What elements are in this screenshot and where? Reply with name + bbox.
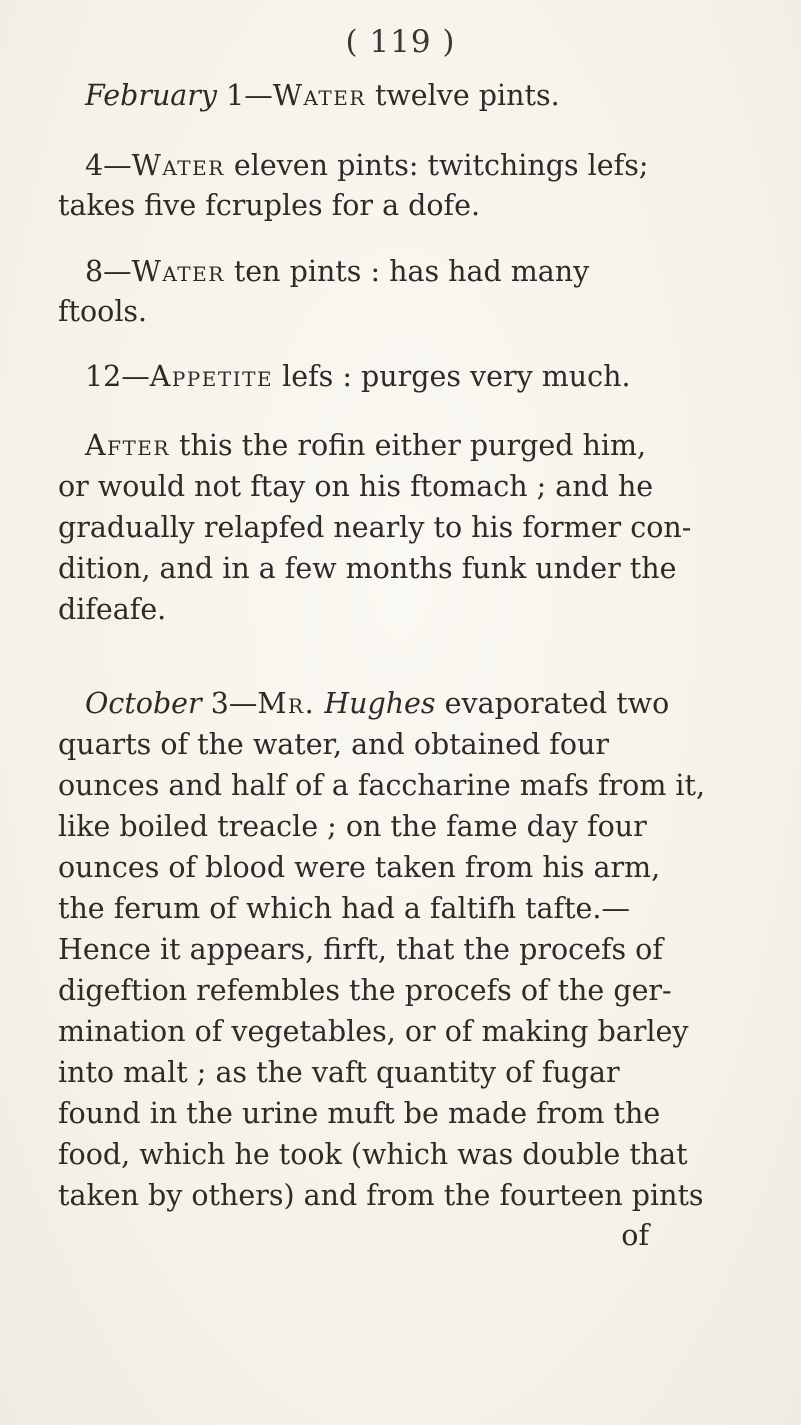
paragraph-text: evaporated two — [435, 687, 670, 720]
title-abbrev: Mr. — [257, 687, 316, 720]
entry-dash: — — [121, 360, 150, 393]
paragraph-2-line-13: taken by others) and from the fourteen pints — [58, 1179, 704, 1212]
entry-day: 12 — [85, 360, 122, 393]
entry-day: 8 — [85, 255, 104, 288]
entry-keyword: Water — [131, 149, 225, 182]
paragraph-2-line-1 — [85, 687, 670, 720]
paragraph-2-line-10: into malt ; as the vaft quantity of fugar — [58, 1056, 620, 1089]
paragraph-2-line-11: found in the urine muft be made from the — [58, 1097, 661, 1130]
entry-date: February — [85, 79, 218, 112]
entry-day: 4 — [85, 149, 104, 182]
entry-4 — [85, 149, 649, 182]
paragraph-2-line-6: the ferum of which had a faltifh tafte.— — [58, 892, 630, 925]
entry-keyword: Appetite — [149, 360, 274, 393]
paragraph-2-line-3: ounces and half of a faccharine mafs from it, — [58, 769, 706, 802]
paragraph-2-line-12: food, which he took (which was double that — [58, 1138, 688, 1171]
entry-dash: — — [103, 149, 132, 182]
entry-dash: — — [228, 687, 258, 720]
paragraph-1-line-2: or would not ftay on his ftomach ; and he — [58, 470, 654, 503]
entry-text: twelve pints. — [365, 79, 560, 112]
entry-dash: — — [244, 79, 273, 112]
person-name: Hughes — [324, 687, 436, 720]
entry-text: lefs : purges very much. — [273, 360, 631, 393]
paragraph-2-line-9: mination of vegetables, or of making barley — [58, 1015, 689, 1048]
paragraph-2-line-4: like boiled treacle ; on the fame day four — [58, 810, 647, 843]
paragraph-lead-word: After — [85, 429, 170, 462]
page-number: ( 119 ) — [345, 24, 456, 60]
paragraph-2-line-5: ounces of blood were taken from his arm, — [58, 851, 661, 884]
entry-8 — [85, 255, 590, 288]
paragraph-2-line-7: Hence it appears, firft, that the procefs of — [58, 933, 663, 966]
paragraph-2-line-2: quarts of the water, and obtained four — [58, 728, 609, 761]
entry-february-1 — [85, 79, 560, 112]
catchword: of — [621, 1219, 649, 1252]
entry-12 — [85, 360, 631, 393]
entry-date: October — [85, 687, 202, 720]
paragraph-text: this the rofin either purged him, — [169, 429, 647, 462]
entry-text: ten pints : has had many — [224, 255, 590, 288]
paragraph-2-line-8: digeftion refembles the procefs of the ger- — [58, 974, 672, 1007]
entry-keyword: Water — [272, 79, 366, 112]
paragraph-1-line-1 — [85, 429, 647, 462]
paragraph-1-line-3: gradually relapfed nearly to his former con- — [58, 511, 692, 544]
entry-text: eleven pints: twitchings lefs; — [224, 149, 649, 182]
entry-dash: — — [103, 255, 132, 288]
entry-day: 3 — [210, 687, 229, 720]
entry-keyword: Water — [131, 255, 225, 288]
entry-day: 1 — [226, 79, 245, 112]
entry-4-continuation: takes five fcruples for a dofe. — [58, 189, 481, 222]
paragraph-1-line-4: dition, and in a few months funk under the — [58, 552, 677, 585]
paragraph-1-line-5: difeafe. — [58, 593, 167, 626]
entry-8-continuation: ftools. — [58, 295, 148, 328]
